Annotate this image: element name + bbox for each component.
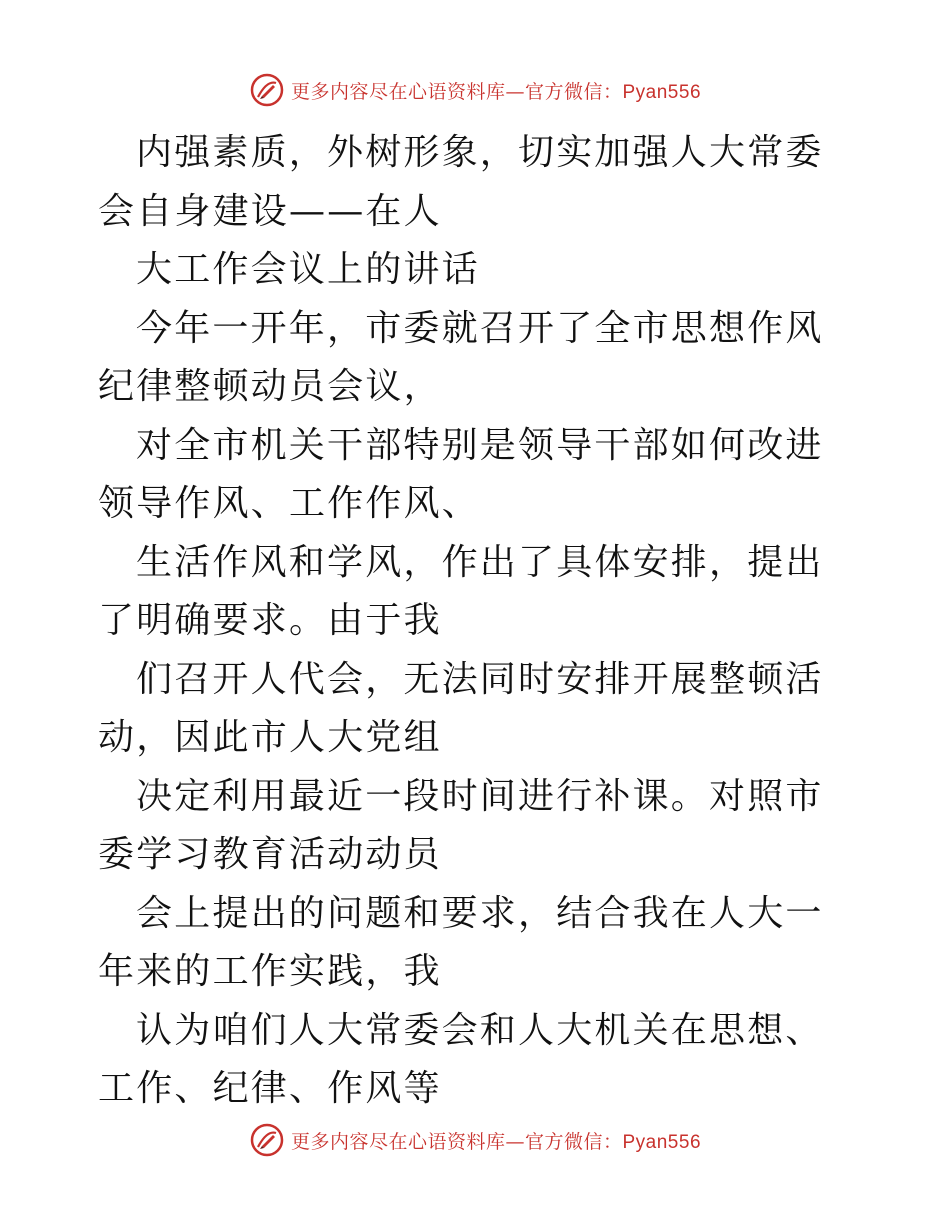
footer-banner-label: 更多内容尽在心语资料库—官方微信：: [290, 1130, 623, 1153]
header-wechat-id: Pyan556: [622, 81, 702, 103]
document-body: [98, 124, 858, 1119]
paragraph-7: 决定利用最近一段时间进行补课。对照市委学习教育活动动员: [98, 775, 824, 875]
header-banner-label: 更多内容尽在心语资料库—官方微信：: [290, 80, 623, 103]
paragraph-9: 认为咱们人大常委会和人大机关在思想、工作、纪律、作风等: [98, 1009, 824, 1109]
paragraph-5: 生活作风和学风，作出了具体安排，提出了明确要求。由于我: [98, 541, 824, 641]
paragraph-8: 会上提出的问题和要求，结合我在人大一年来的工作实践，我: [98, 892, 824, 992]
footer-wechat-id: Pyan556: [622, 1131, 702, 1153]
paragraph-4: 对全市机关干部特别是领导干部如何改进领导作风、工作作风、: [98, 424, 824, 524]
footer-banner-text: [291, 1127, 701, 1154]
footer-banner-inner: [249, 1122, 701, 1158]
header-banner-inner: [249, 72, 701, 108]
pen-logo-icon: [249, 72, 285, 108]
header-banner: [0, 70, 950, 110]
paragraph-1: 内强素质，外树形象，切实加强人大常委会自身建设——在人: [98, 132, 824, 232]
footer-banner: [0, 1120, 950, 1160]
paragraph-3: 今年一开年，市委就召开了全市思想作风纪律整顿动员会议，: [98, 307, 824, 407]
pen-logo-icon: [249, 1122, 285, 1158]
paragraph-2: 大工作会议上的讲话: [136, 249, 480, 290]
header-banner-text: [291, 77, 701, 104]
paragraph-6: 们召开人代会，无法同时安排开展整顿活动，因此市人大党组: [98, 658, 824, 758]
